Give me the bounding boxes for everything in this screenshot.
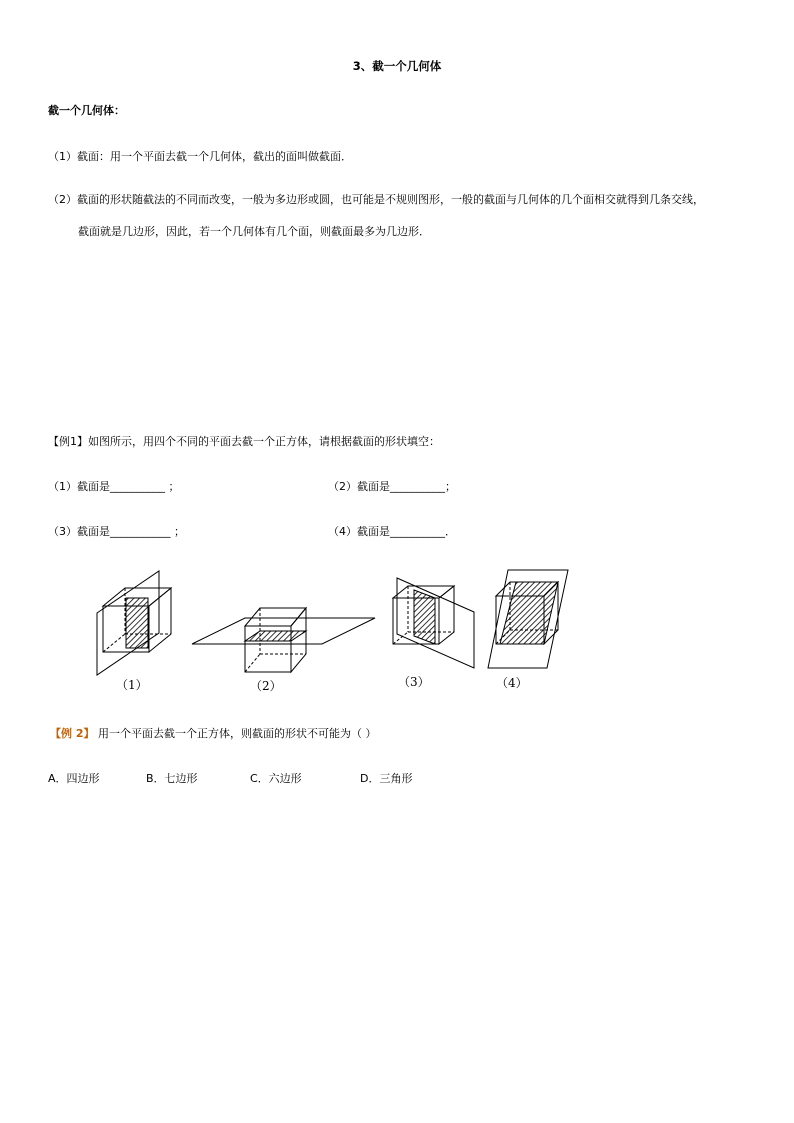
point-1: （1）截面：用一个平面去截一个几何体，截出的面叫做截面．	[48, 150, 352, 163]
cube-2-drawing	[192, 608, 375, 672]
cube-1-drawing	[97, 571, 171, 675]
example1-prompt: 【例1】如图所示，用四个不同的平面去截一个正方体，请根据截面的形状填空：	[48, 435, 440, 448]
figure-label-4: （4）	[496, 676, 528, 690]
example1-blank-1: （1）截面是__________ ；	[48, 480, 180, 493]
cube-4-drawing	[488, 570, 568, 668]
point-2-line-1: （2）截面的形状随截法的不同而改变，一般为多边形或圆，也可能是不规则图形，一般的截面与几何体的几个面相交就得到几条交线，	[48, 193, 704, 206]
page-title: 3、截一个几何体	[352, 59, 442, 73]
figure-label-2: （2）	[250, 679, 282, 693]
example2-line	[50, 725, 376, 741]
option-c: C．六边形	[250, 772, 302, 785]
point-2-line-2: 截面就是几边形，因此，若一个几何体有几个面，则截面最多为几边形．	[78, 225, 430, 238]
section-heading: 截一个几何体：	[48, 104, 125, 117]
example1-blank-4: （4）截面是__________．	[328, 525, 456, 538]
example1-blank-2: （2）截面是__________；	[328, 480, 456, 493]
option-a: A．四边形	[48, 772, 100, 785]
example2-tag: 【例 2】	[50, 727, 95, 740]
example2-prompt: 用一个平面去截一个正方体，则截面的形状不可能为（ ）	[97, 727, 377, 740]
figure-label-1: （1）	[116, 678, 148, 692]
cube-3-drawing	[393, 578, 474, 668]
option-b: B．七边形	[146, 772, 198, 785]
example1-blank-3: （3）截面是___________ ；	[48, 525, 185, 538]
option-d: D．三角形	[360, 772, 413, 785]
figure-label-3: （3）	[398, 675, 430, 689]
